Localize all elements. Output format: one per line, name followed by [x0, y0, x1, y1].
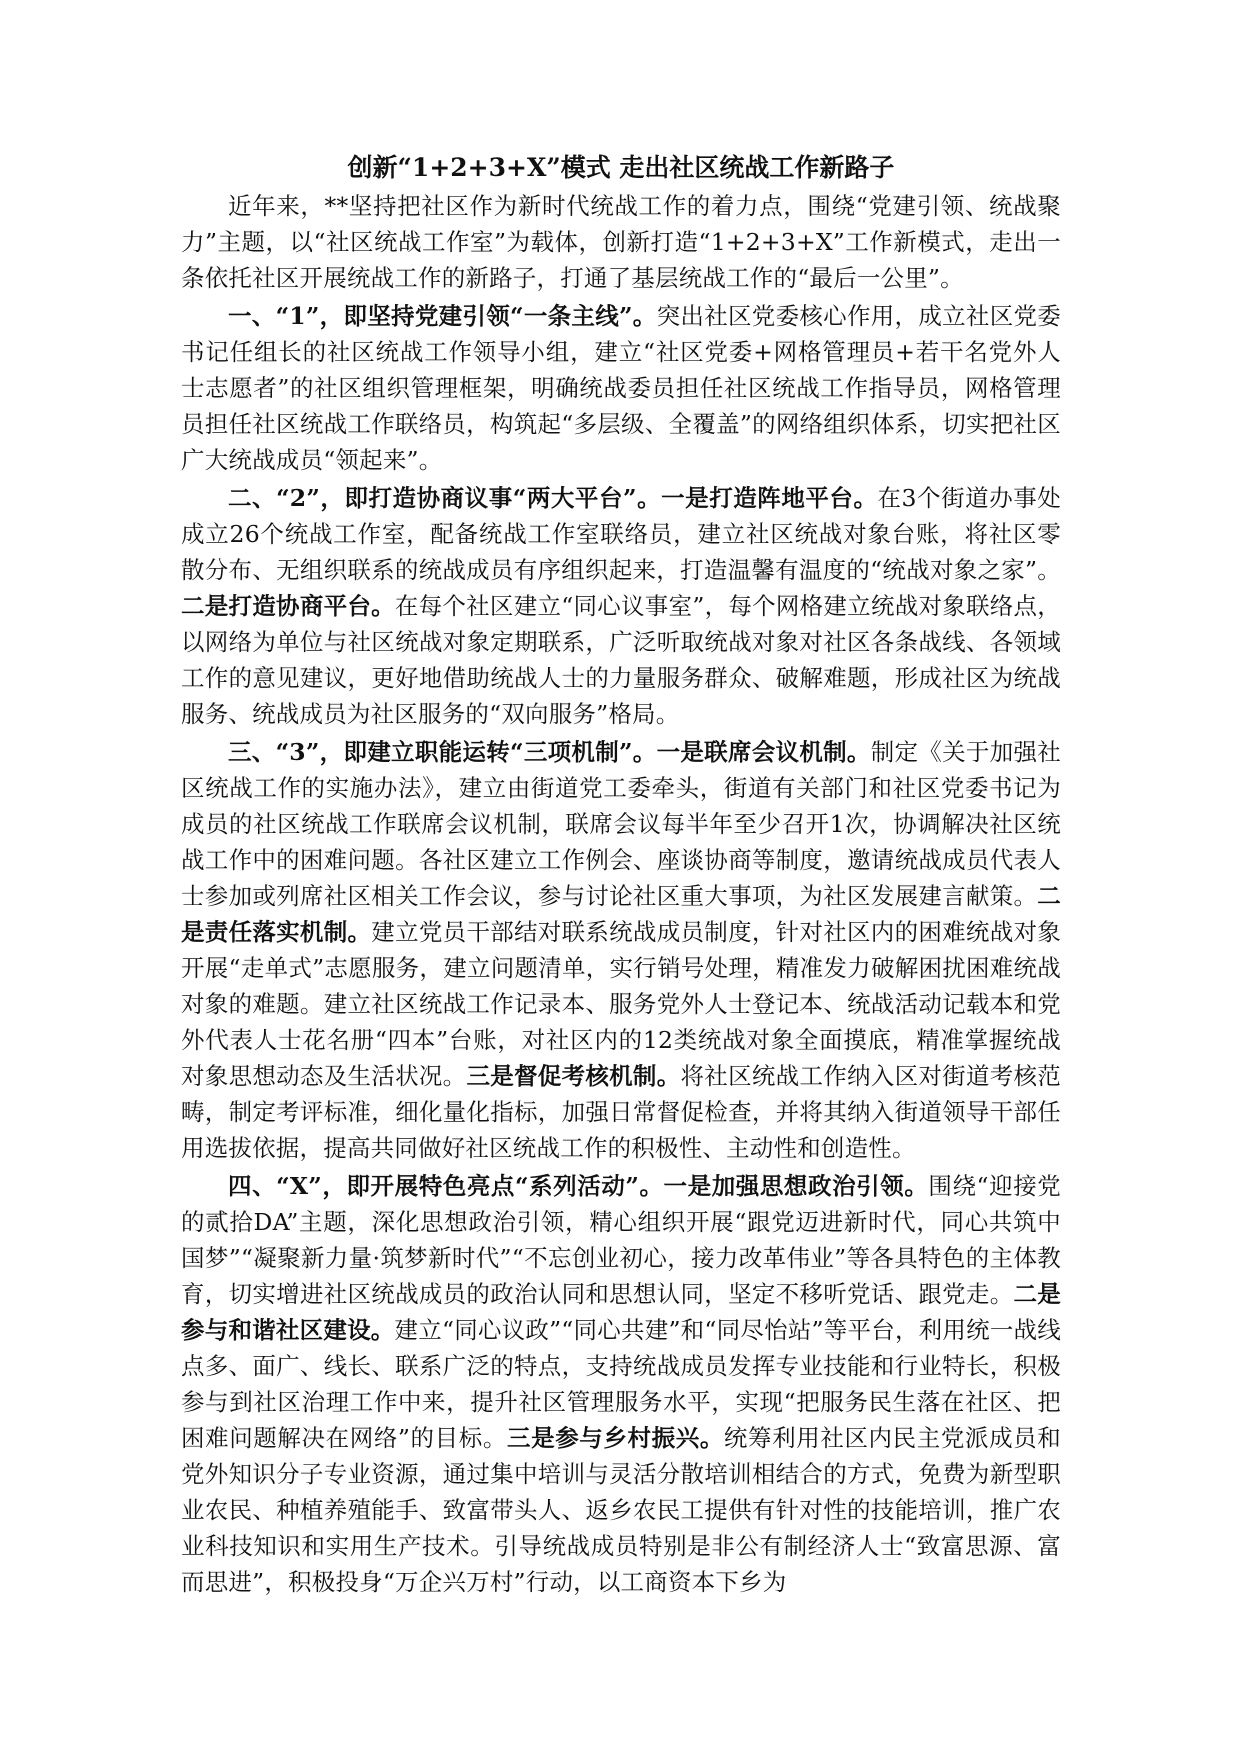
section-heading: 一、“1”，即坚持党建引领“一条主线”。 [228, 302, 657, 330]
section-heading: 三、“3”，即建立职能运转“三项机制”。一是联席会议机制。 [228, 738, 871, 766]
subsection-heading: 二是责任落实机制。 [181, 882, 1061, 946]
paragraph-text: 围绕“迎接党的贰拾DA”主题，深化思想政治引领，精心组织开展“跟党迈进新时代，同心共筑中国梦”“凝聚新力量·筑梦新时代”“不忘创业初心，接力改革伟业”等各具特色的主体教育，切实增进社区统战成员的政治认同和思想认同，坚定不移听党话、跟党走。 [181, 1172, 1061, 1308]
paragraph-section-3 [181, 734, 1061, 1166]
section-heading: 四、“X”，即开展特色亮点“系列活动”。一是加强思想政治引领。 [228, 1172, 929, 1200]
paragraph-section-1 [181, 298, 1061, 478]
paragraph-text: 突出社区党委核心作用，成立社区党委书记任组长的社区统战工作领导小组，建立“社区党委+网格管理员+若干名党外人士志愿者”的社区组织管理框架，明确统战委员担任社区统战工作指导员，网格管理员担任社区统战工作联络员，构筑起“多层级、全覆盖”的网络组织体系，切实把社区广大统战成员“领起来”。 [181, 302, 1062, 474]
subsection-heading: 二是参与和谐社区建设。 [181, 1280, 1062, 1344]
paragraph-text: 统筹利用社区内民主党派成员和党外知识分子专业资源，通过集中培训与灵活分散培训相结合的方式，免费为新型职业农民、种植养殖能手、致富带头人、返乡农民工提供有针对性的技能培训，推广农业科技知识和实用生产技术。引导统战成员特别是非公有制经济人士“致富思源、富而思进”，积极投身“万企兴万村”行动，以工商资本下乡为 [181, 1424, 1061, 1596]
paragraph-text: 将社区统战工作纳入区对街道考核范畴，制定考评标准，细化量化指标，加强日常督促检查，并将其纳入街道领导干部任用选拔依据，提高共同做好社区统战工作的积极性、主动性和创造性。 [181, 1062, 1061, 1162]
paragraph-text: 制定《关于加强社区统战工作的实施办法》，建立由街道党工委牵头，街道有关部门和社区党委书记为成员的社区统战工作联席会议机制，联席会议每半年至少召开1次，协调解决社区统战工作中的困难问题。各社区建立工作例会、座谈协商等制度，邀请统战成员代表人士参加或列席社区相关工作会议，参与讨论社区重大事项，为社区发展建言献策。 [181, 738, 1061, 910]
paragraph-section-2 [181, 480, 1061, 732]
document-title: 创新“1+2+3+X”模式 走出社区统战工作新路子 [347, 153, 895, 182]
paragraph-section-4 [181, 1168, 1061, 1600]
paragraph-text: 在3个街道办事处成立26个统战工作室，配备统战工作室联络员，建立社区统战对象台账，将社区零散分布、无组织联系的统战成员有序组织起来，打造温馨有温度的“统战对象之家”。 [181, 484, 1061, 584]
document-page [181, 150, 1061, 1602]
subsection-heading: 三是参与乡村振兴。 [506, 1424, 724, 1452]
paragraph-intro [181, 188, 1061, 296]
paragraph-text: 建立党员干部结对联系统战成员制度，针对社区内的困难统战对象开展“走单式”志愿服务，建立问题清单，实行销号处理，精准发力破解困扰困难统战对象的难题。建立社区统战工作记录本、服务党外人士登记本、统战活动记载本和党外代表人士花名册“四本”台账，对社区内的12类统战对象全面摸底，精准掌握统战对象思想动态及生活状况。 [181, 918, 1061, 1090]
paragraph-text: 建立“同心议政”“同心共建”和“同尽怡站”等平台，利用统一战线点多、面广、线长、联系广泛的特点，支持统战成员发挥专业技能和行业特长，积极参与到社区治理工作中来，提升社区管理服务水平，实现“把服务民生落在社区、把困难问题解决在网络”的目标。 [181, 1316, 1061, 1452]
section-heading: 二、“2”，即打造协商议事“两大平台”。一是打造阵地平台。 [228, 484, 878, 512]
subsection-heading: 三是督促考核机制。 [466, 1062, 681, 1090]
paragraph-text: 在每个社区建立“同心议事室”，每个网格建立统战对象联络点，以网络为单位与社区统战对象定期联系，广泛听取统战对象对社区各条战线、各领域工作的意见建议，更好地借助统战人士的力量服务群众、破解难题，形成社区为统战服务、统战成员为社区服务的“双向服务”格局。 [181, 592, 1061, 728]
paragraph-text: 近年来，**坚持把社区作为新时代统战工作的着力点，围绕“党建引领、统战聚力”主题，以“社区统战工作室”为载体，创新打造“1+2+3+X”工作新模式，走出一条依托社区开展统战工作的新路子，打通了基层统战工作的“最后一公里”。 [181, 192, 1061, 292]
subsection-heading: 二是打造协商平台。 [181, 592, 395, 620]
